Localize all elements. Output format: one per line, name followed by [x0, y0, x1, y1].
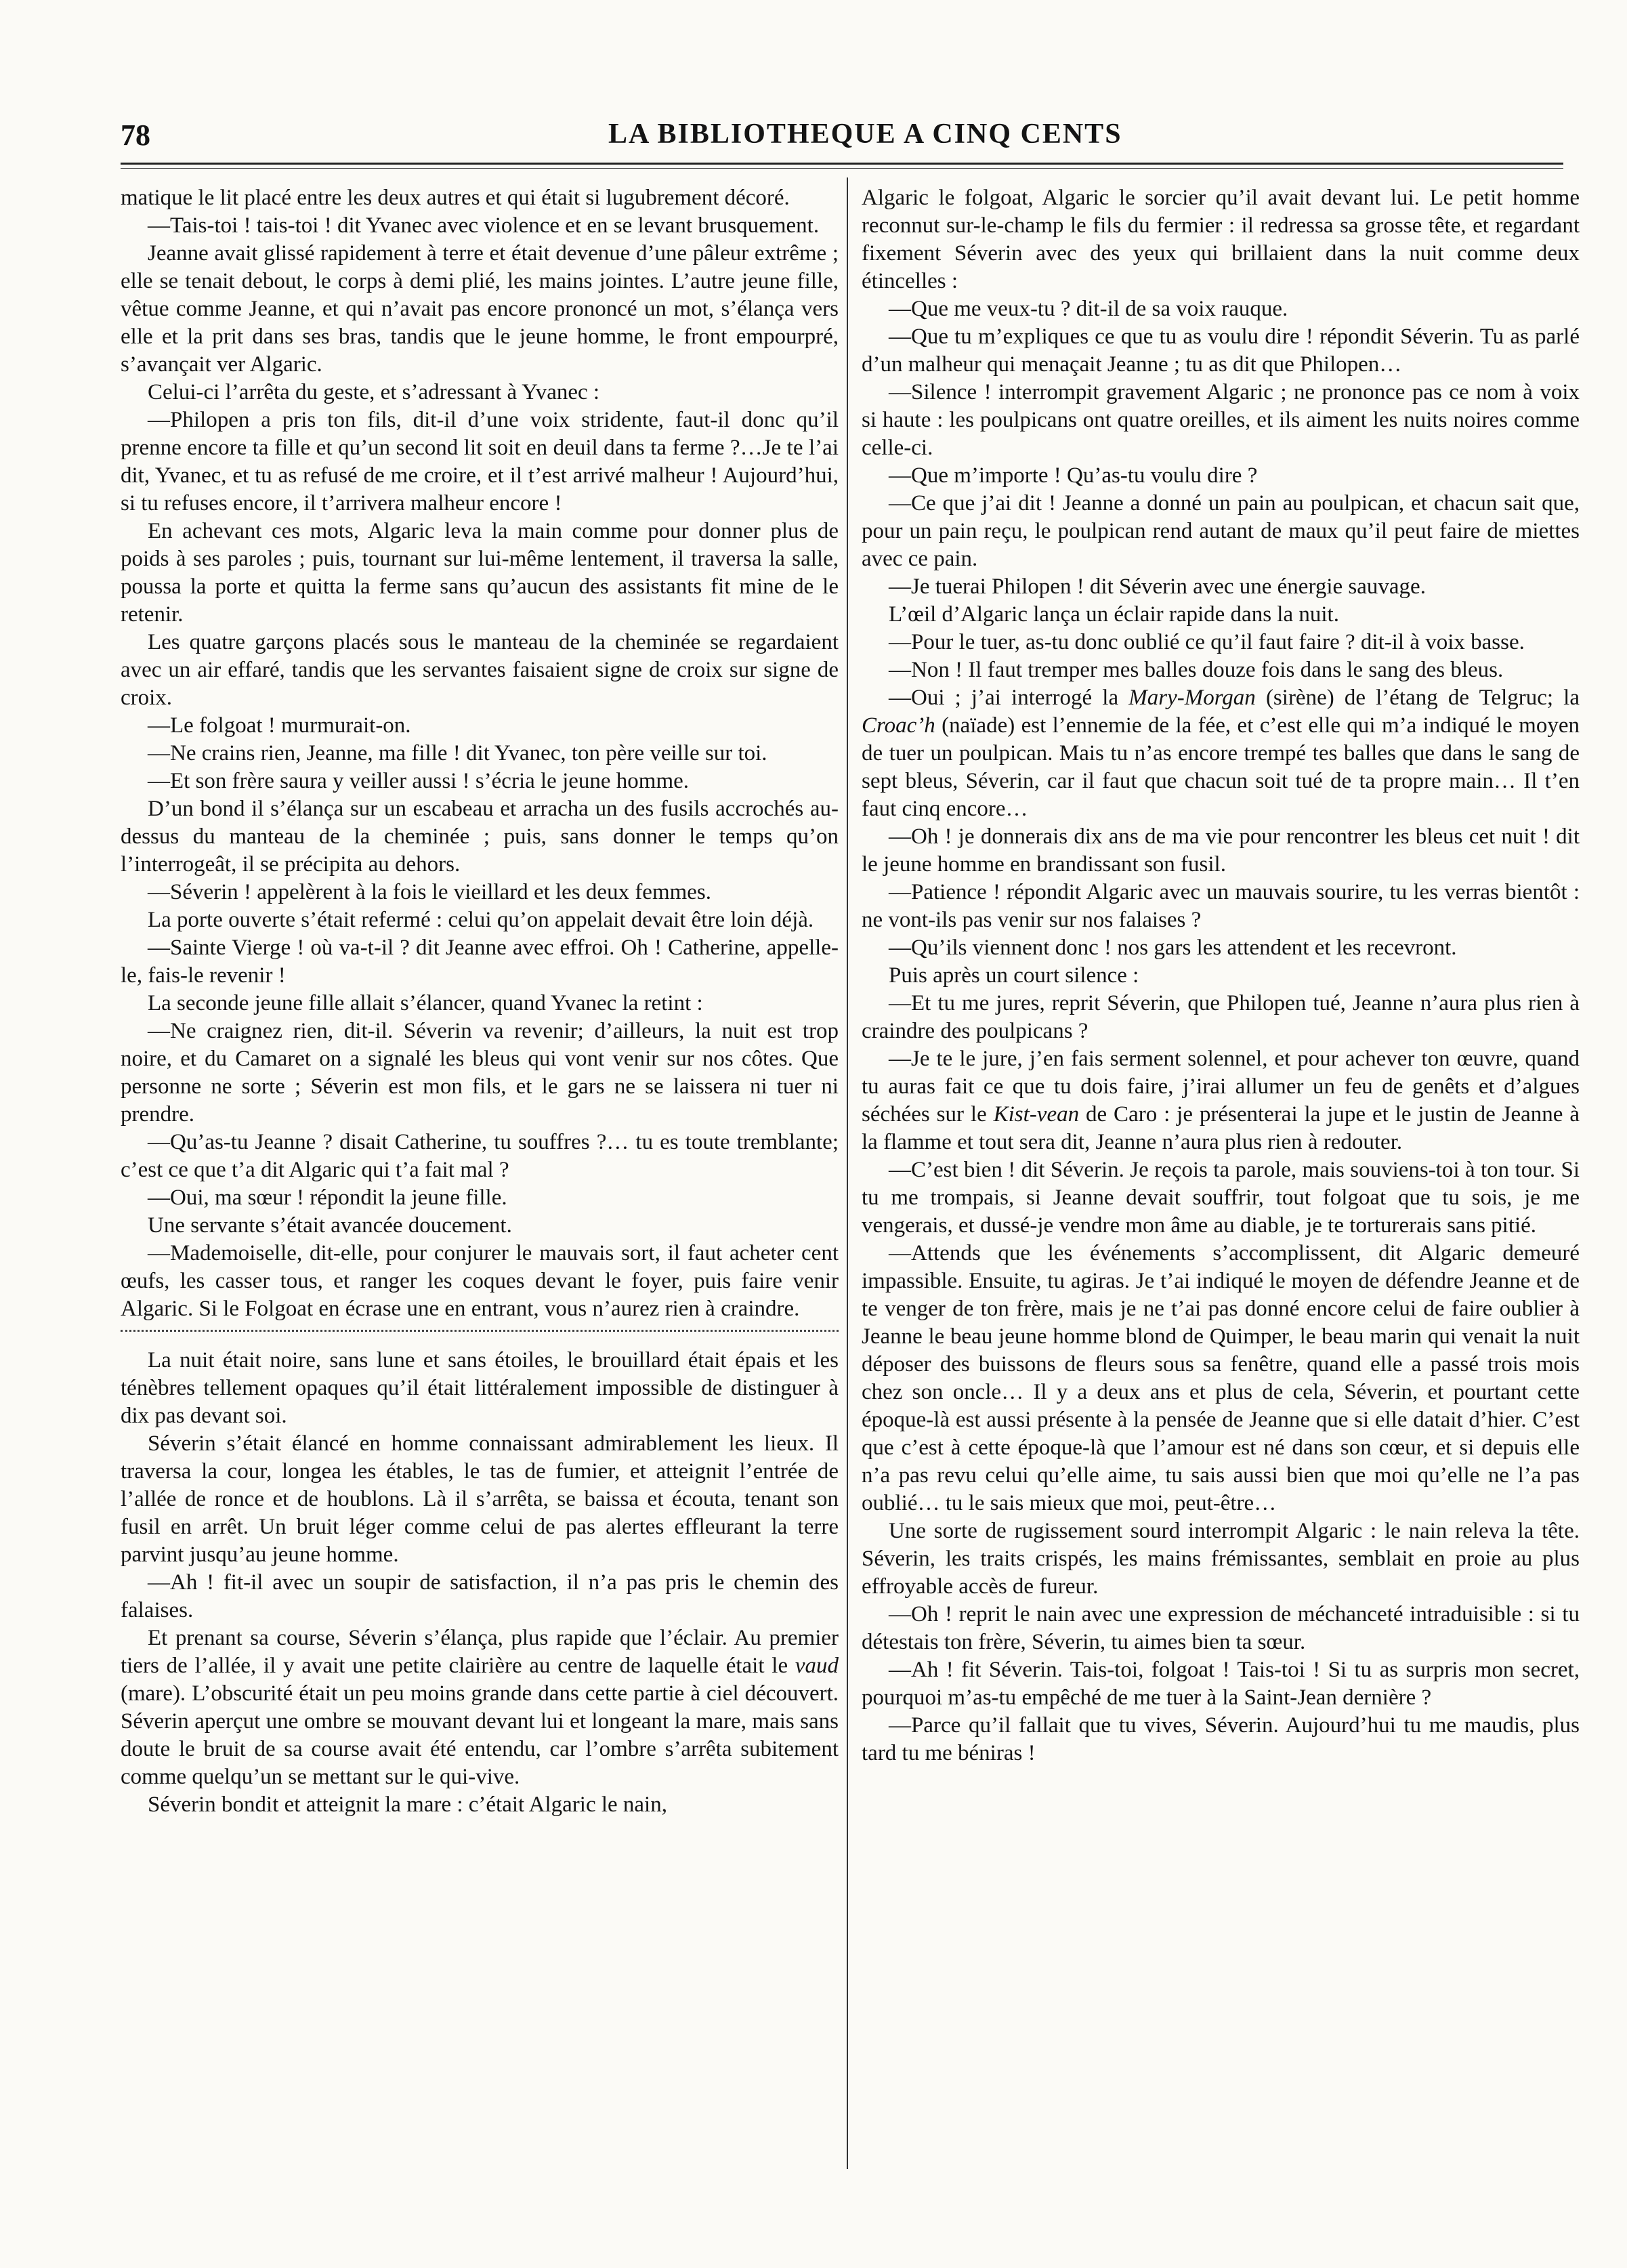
- paragraph: Jeanne avait glissé rapidement à terre et était devenue d’une pâleur extrême ; elle se tenait debout, le corps à demi plié, les mains jointes. L’autre jeune fille, vêtue comme Jeanne, et qui n’avait pas encore prononcé un mot, s’élança vers elle et la prit dans ses bras, tandis que le jeune homme, le front empourpré, s’avançait ver Algaric.: [121, 241, 839, 377]
- paragraph: —Ce que j’ai dit ! Jeanne a donné un pain au poulpican, et chacun sait que, pour un pain reçu, le poulpican rend autant de maux qu’il peut faire de miettes avec ce pain.: [862, 491, 1580, 571]
- paragraph: Les quatre garçons placés sous le manteau de la cheminée se regardaient avec un air effaré, tandis que les servantes faisaient signe de croix sur signe de croix.: [121, 630, 839, 710]
- paragraph: Algaric le folgoat, Algaric le sorcier qu’il avait devant lui. Le petit homme reconnut sur-le-champ le fils du fermier : il redressa sa grosse tête, et regardant fixement Séverin avec des yeux qui brillaient dans la nuit comme deux étincelles :: [862, 186, 1580, 293]
- column-divider: [847, 177, 848, 2169]
- paragraph: —Sainte Vierge ! où va-t-il ? dit Jeanne avec effroi. Oh ! Catherine, appelle-le, fais-le revenir !: [121, 936, 839, 988]
- paragraph: [862, 684, 1580, 823]
- paragraph: —C’est bien ! dit Séverin. Je reçois ta parole, mais souviens-toi à ton tour. Si tu me trompais, si Jeanne devait souffrir, tout folgoat que tu sois, je me vengerais, et dussé-je vendre mon âme au diable, je te torturerais sans pitié.: [862, 1158, 1580, 1238]
- left-column: [121, 184, 839, 2223]
- page-header: [121, 114, 1563, 161]
- paragraph: —Ah ! fit-il avec un soupir de satisfaction, il n’a pas pris le chemin des falaises.: [121, 1570, 839, 1622]
- italic-term: Mary-Morgan: [1128, 686, 1256, 710]
- section-break-rule: [121, 1330, 839, 1332]
- paragraph: —Oui, ma sœur ! répondit la jeune fille.: [148, 1185, 507, 1210]
- paragraph: —Parce qu’il fallait que tu vives, Séverin. Aujourd’hui tu me maudis, plus tard tu me béniras !: [862, 1713, 1580, 1765]
- paragraph: Celui-ci l’arrêta du geste, et s’adressant à Yvanec :: [148, 380, 600, 404]
- right-column: [862, 184, 1580, 2223]
- paragraph: Séverin bondit et atteignit la mare : c’était Algaric le nain,: [148, 1792, 667, 1817]
- text-run: (sirène) de l’étang de Telgruc; la: [1255, 686, 1580, 710]
- paragraph: —Oh ! reprit le nain avec une expression de méchanceté intraduisible : si tu détestais ton frère, Séverin, tu aimes bien ta sœur.: [862, 1602, 1580, 1654]
- text-run: —Je te le jure, j’en fais serment solennel, et pour achever ton œuvre, quand tu auras fait ce que tu dois faire, j’irai allumer un feu de genêts et d’algues séchées sur le: [862, 1047, 1580, 1127]
- header-rule: [121, 163, 1563, 165]
- paragraph: En achevant ces mots, Algaric leva la main comme pour donner plus de poids à ses paroles ; puis, tournant sur lui-même lentement, il traversa la salle, poussa la porte et quitta la ferme sans qu’aucun des assistants fit mine de le retenir.: [121, 519, 839, 627]
- paragraph: La porte ouverte s’était refermé : celui qu’on appelait devait être loin déjà.: [148, 908, 814, 932]
- paragraph: D’un bond il s’élança sur un escabeau et arracha un des fusils accrochés au-dessus du manteau de la cheminée ; puis, sans donner le temps qu’on l’interrogeât, il se précipita au dehors.: [121, 797, 839, 877]
- italic-term: vaud: [795, 1654, 839, 1678]
- paragraph: —Patience ! répondit Algaric avec un mauvais sourire, tu les verras bientôt : ne vont-ils pas venir sur nos falaises ?: [862, 880, 1580, 932]
- running-title: LA BIBLIOTHEQUE A CINQ CENTS: [608, 119, 1122, 150]
- paragraph: —Séverin ! appelèrent à la fois le vieillard et les deux femmes.: [148, 880, 712, 904]
- paragraph: —Et son frère saura y veiller aussi ! s’écria le jeune homme.: [148, 769, 690, 793]
- paragraph: —Qu’as-tu Jeanne ? disait Catherine, tu souffres ?… tu es toute tremblante; c’est ce que t’a dit Algaric qui t’a fait mal ?: [121, 1130, 839, 1182]
- paragraph: —Pour le tuer, as-tu donc oublié ce qu’il faut faire ? dit-il à voix basse.: [889, 630, 1525, 654]
- text-run: Et prenant sa course, Séverin s’élança, plus rapide que l’éclair. Au premier tiers de l’allée, il y avait une petite clairière au centre de laquelle était le: [121, 1626, 839, 1678]
- header-rule-thin: [121, 168, 1563, 169]
- paragraph: —Et tu me jures, reprit Séverin, que Philopen tué, Jeanne n’aura plus rien à craindre des poulpicans ?: [862, 991, 1580, 1043]
- paragraph: —Non ! Il faut tremper mes balles douze fois dans le sang des bleus.: [889, 658, 1504, 682]
- paragraph: Une sorte de rugissement sourd interrompit Algaric : le nain releva la tête. Séverin, les traits crispés, les mains frémissantes, semblait en proie au plus effroyable accès de fureur.: [862, 1519, 1580, 1599]
- paragraph: Puis après un court silence :: [889, 963, 1139, 988]
- paragraph: [862, 1045, 1580, 1156]
- paragraph: —Mademoiselle, dit-elle, pour conjurer le mauvais sort, il faut acheter cent œufs, les casser tous, et ranger les coques devant le foyer, puis faire venir Algaric. Si le Folgoat en écrase une en entrant, vous n’aurez rien à craindre.: [121, 1241, 839, 1321]
- paragraph: —Le folgoat ! murmurait-on.: [148, 713, 411, 738]
- paragraph: —Attends que les événements s’accomplissent, dit Algaric demeuré impassible. Ensuite, tu agiras. Je t’ai indiqué le moyen de défendre Jeanne et de te venger de ton frère, mais je ne t’ai pas donné encore celui de faire oublier à Jeanne le beau jeune homme blond de Quimper, le beau marin qui venait la nuit déposer des buissons de fleurs sous sa fenêtre, quand elle a passé trois mois chez son oncle… Il y a deux ans et plus de cela, Séverin, et pourtant cette époque-là est aussi présente à la pensée de Jeanne que si elle datait d’hier. C’est que c’est à cette époque-là que l’amour est né dans son cœur, et si depuis elle n’a pas revu celui qu’elle aime, tu sais aussi bien que moi qu’elle ne l’a pas oublié… tu le sais mieux que moi, peut-être…: [862, 1241, 1580, 1515]
- paragraph: —Philopen a pris ton fils, dit-il d’une voix stridente, faut-il donc qu’il prenne encore ta fille et qu’un second lit soit en deuil dans ta ferme ?…Je te l’ai dit, Yvanec, et tu as refusé de me croire, et il t’est arrivé malheur ! Aujourd’hui, si tu refuses encore, il t’arrivera malheur encore !: [121, 408, 839, 516]
- paragraph: —Ne crains rien, Jeanne, ma fille ! dit Yvanec, ton père veille sur toi.: [148, 741, 767, 765]
- text-run: de Caro : je présenterai la jupe et le justin de Jeanne à la flamme et tout sera dit, Jeanne n’aura plus rien à redouter.: [862, 1102, 1580, 1154]
- page-number: 78: [121, 119, 150, 152]
- paragraph: —Que me veux-tu ? dit-il de sa voix rauque.: [889, 297, 1288, 321]
- italic-term: Croac’h: [862, 713, 935, 738]
- paragraph: —Que tu m’expliques ce que tu as voulu dire ! répondit Séverin. Tu as parlé d’un malheur qui menaçait Jeanne ; tu as dit que Philopen…: [862, 324, 1580, 377]
- paragraph: —Ne craignez rien, dit-il. Séverin va revenir; d’ailleurs, la nuit est trop noire, et du Camaret on a signalé les bleus qui vont venir sur nos côtes. Que personne ne sorte ; Séverin est mon fils, et le gars ne se laissera ni tuer ni prendre.: [121, 1019, 839, 1127]
- paragraph: —Tais-toi ! tais-toi ! dit Yvanec avec violence et en se levant brusquement.: [148, 213, 820, 238]
- paragraph: —Silence ! interrompit gravement Algaric ; ne prononce pas ce nom à voix si haute : les poulpicans ont quatre oreilles, et ils aiment les nuits noires comme celle-ci.: [862, 380, 1580, 460]
- paragraph: Une servante s’était avancée doucement.: [148, 1213, 512, 1238]
- paragraph: —Que m’importe ! Qu’as-tu voulu dire ?: [889, 463, 1258, 488]
- paragraph: L’œil d’Algaric lança un éclair rapide dans la nuit.: [889, 602, 1339, 627]
- text-run: (mare). L’obscurité était un peu moins grande dans cette partie à ciel découvert. Séverin aperçut une ombre se mouvant devant lui et longeant la mare, mais sans doute le bruit de sa course avait été entendu, car l’ombre s’arrêta subitement comme quelqu’un se mettant sur le qui-vive.: [121, 1681, 839, 1789]
- paragraph: La seconde jeune fille allait s’élancer, quand Yvanec la retint :: [148, 991, 703, 1015]
- paragraph: matique le lit placé entre les deux autres et qui était si lugubrement décoré.: [121, 186, 790, 210]
- paragraph: [121, 1624, 839, 1791]
- paragraph: —Qu’ils viennent donc ! nos gars les attendent et les recevront.: [889, 936, 1457, 960]
- paragraph: —Ah ! fit Séverin. Tais-toi, folgoat ! Tais-toi ! Si tu as surpris mon secret, pourquoi m’as-tu empêché de me tuer à la Saint-Jean dernière ?: [862, 1658, 1580, 1710]
- text-run: —Oui ; j’ai interrogé la: [889, 686, 1129, 710]
- text-run: (naïade) est l’ennemie de la fée, et c’est elle qui m’a indiqué le moyen de tuer un poulpican. Mais tu n’as encore trempé tes balles que dans le sang de sept bleus, Séverin, car il faut que chacun soit tué de ta propre main… Il t’en faut cinq encore…: [862, 713, 1580, 821]
- paragraph: —Je tuerai Philopen ! dit Séverin avec une énergie sauvage.: [889, 574, 1426, 599]
- paragraph: Séverin s’était élancé en homme connaissant admirablement les lieux. Il traversa la cour, longea les étables, le tas de fumier, et atteignit l’entrée de l’allée de ronce et de houblons. Là il s’arrêta, se baissa et écouta, tenant son fusil en arrêt. Un bruit léger comme celui de pas alertes effleurant la terre parvint jusqu’au jeune homme.: [121, 1431, 839, 1567]
- paragraph: La nuit était noire, sans lune et sans étoiles, le brouillard était épais et les ténèbres tellement opaques qu’il était littéralement impossible de distinguer à dix pas devant soi.: [121, 1348, 839, 1428]
- italic-term: Kist-vean: [993, 1102, 1080, 1127]
- paragraph: —Oh ! je donnerais dix ans de ma vie pour rencontrer les bleus cet nuit ! dit le jeune homme en brandissant son fusil.: [862, 824, 1580, 877]
